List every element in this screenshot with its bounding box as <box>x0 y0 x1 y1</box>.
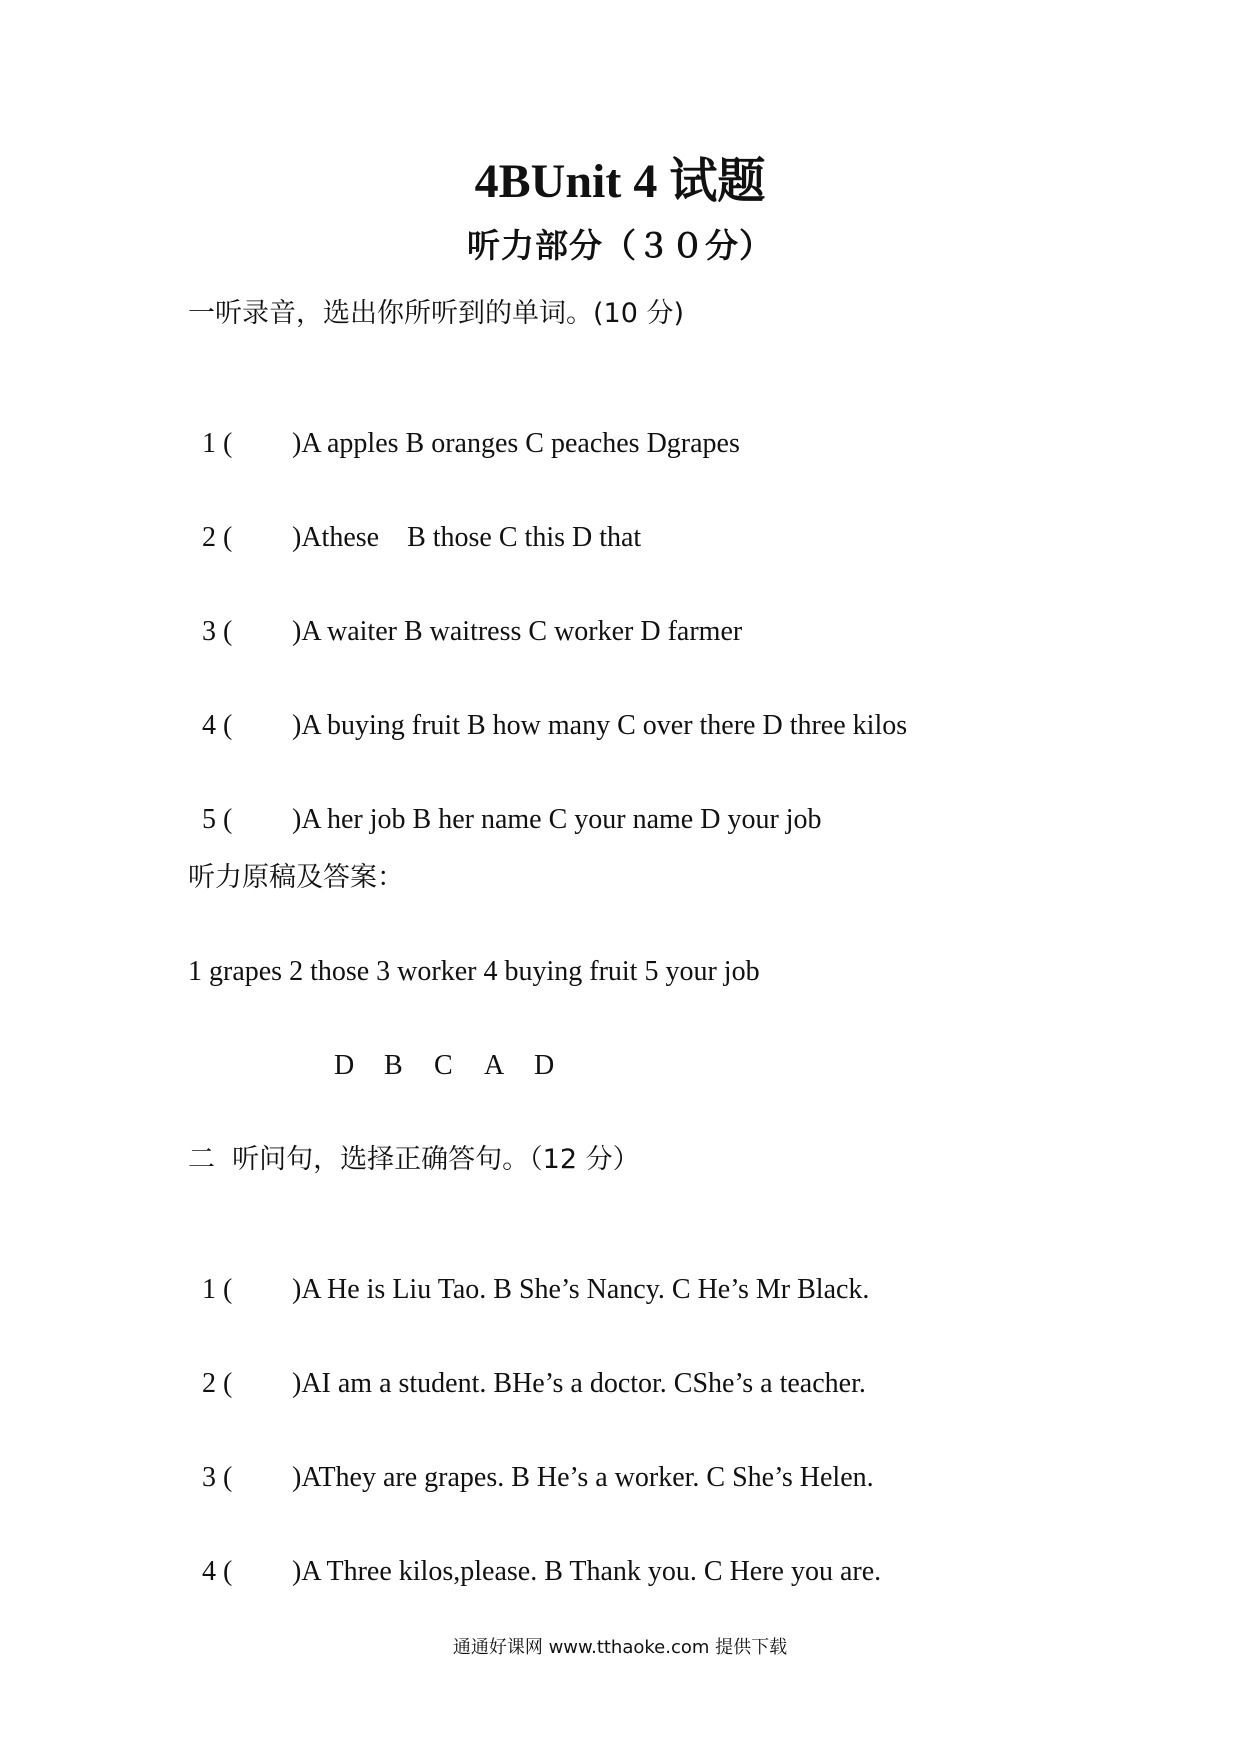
answer-5: D <box>534 1050 555 1081</box>
question-number: 2 ( <box>202 1368 233 1399</box>
question-options: AI am a student. BHe’s a doctor. CShe’s a teacher. <box>301 1368 866 1399</box>
page-footer: 通通好课网 www.tthaoke.com 提供下载 <box>452 1637 788 1658</box>
question-options: A He is Liu Tao. B She’s Nancy. C He’s Mr Black. <box>301 1274 870 1305</box>
listening-script-heading: 听力原稿及答案： <box>188 862 404 893</box>
answer-3: C <box>434 1050 453 1081</box>
question-options: AThey are grapes. B He’s a worker. C She’s Helen. <box>301 1462 874 1493</box>
question-options: A apples B oranges C peaches Dgrapes <box>301 428 740 459</box>
question-close-paren: ) <box>292 1462 302 1493</box>
question-close-paren: ) <box>292 616 302 647</box>
s2-question-2 <box>188 1330 866 1402</box>
s1-question-4 <box>188 672 907 744</box>
question-close-paren: ) <box>292 428 302 459</box>
question-options: A waiter B waitress C worker D farmer <box>301 616 743 647</box>
question-close-paren: ) <box>292 1556 302 1587</box>
section2-heading: 二 听问句，选择正确答句。（12 分） <box>188 1144 640 1175</box>
question-close-paren: ) <box>292 522 302 553</box>
question-number: 2 ( <box>202 522 233 553</box>
question-number: 4 ( <box>202 710 233 741</box>
question-number: 3 ( <box>202 1462 233 1493</box>
question-options: A buying fruit B how many C over there D three kilos <box>301 710 908 741</box>
question-number: 4 ( <box>202 1556 233 1587</box>
question-close-paren: ) <box>292 1274 302 1305</box>
question-close-paren: ) <box>292 1368 302 1399</box>
answer-4: A <box>484 1050 505 1081</box>
s2-question-4 <box>188 1518 881 1590</box>
s1-question-2 <box>188 484 641 556</box>
question-number: 3 ( <box>202 616 233 647</box>
question-number: 1 ( <box>202 428 233 459</box>
s2-question-3 <box>188 1424 874 1496</box>
answer-1: D <box>334 1050 355 1081</box>
s1-question-3 <box>188 578 742 650</box>
section1-heading: 一听录音，选出你所听到的单词。(10 分) <box>188 298 685 329</box>
question-options: A Three kilos,please. B Thank you. C Here you are. <box>301 1556 882 1587</box>
question-number: 1 ( <box>202 1274 233 1305</box>
document-title: 4BUnit 4 试题 <box>474 155 766 208</box>
listening-script-text: 1 grapes 2 those 3 worker 4 buying fruit 5 your job <box>188 956 760 987</box>
section-subtitle: 听力部分（３０分） <box>467 226 773 265</box>
question-close-paren: ) <box>292 804 302 835</box>
s2-question-1 <box>188 1236 869 1308</box>
answer-2: B <box>384 1050 403 1081</box>
answer-key <box>334 1048 584 1084</box>
question-close-paren: ) <box>292 710 302 741</box>
s1-question-1 <box>188 390 740 462</box>
question-options: A her job B her name C your name D your job <box>301 804 822 835</box>
question-options: Athese B those C this D that <box>301 522 642 553</box>
s1-question-5 <box>188 766 822 838</box>
question-number: 5 ( <box>202 804 233 835</box>
